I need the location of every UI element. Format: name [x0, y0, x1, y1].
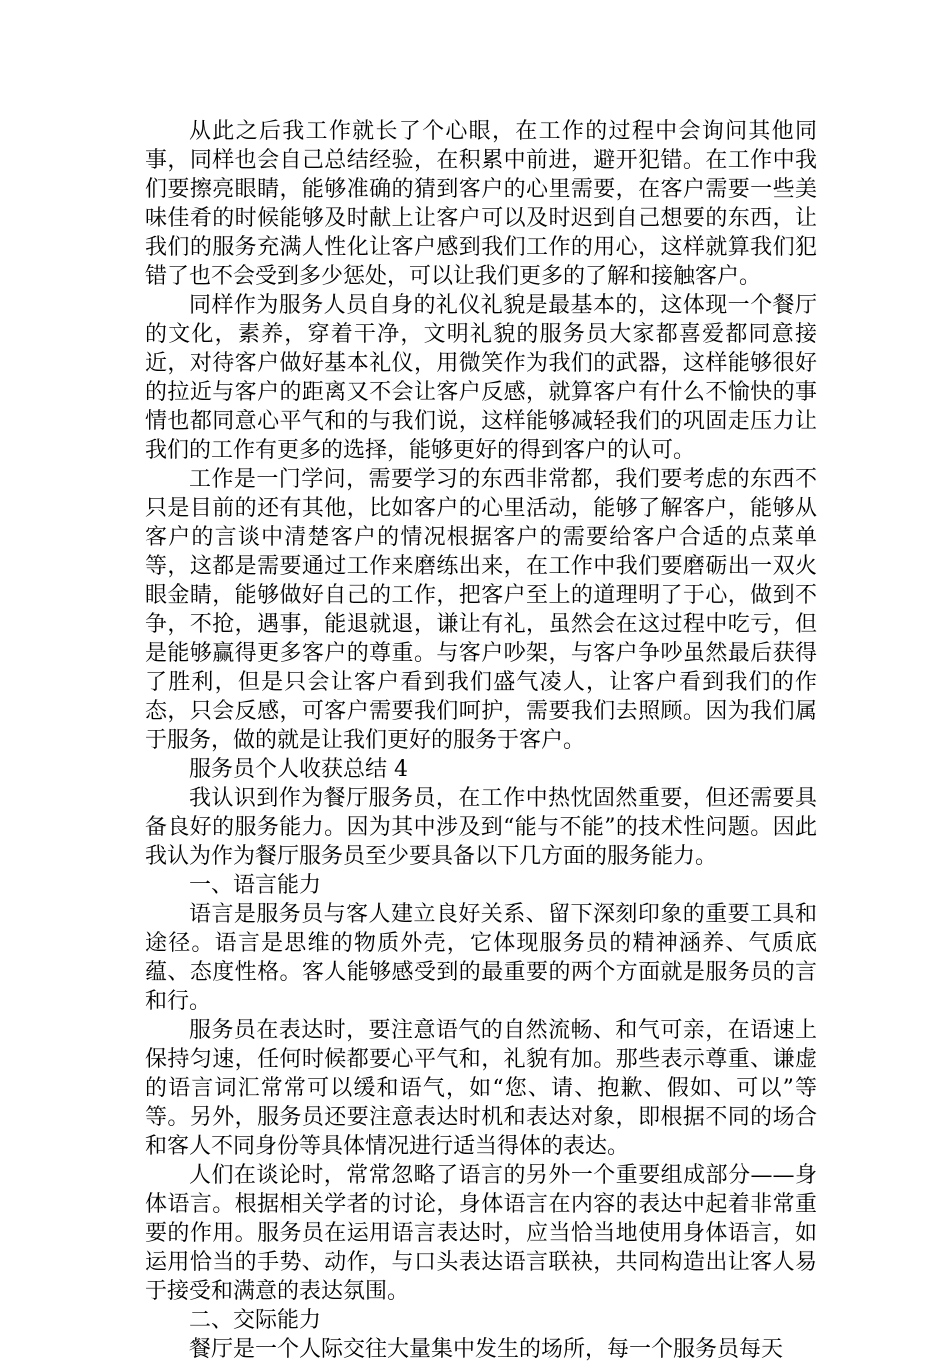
paragraph-service-ability-intro: 我认识到作为餐厅服务员，在工作中热忱固然重要，但还需要具备良好的服务能力。因为其中涉及到“能与不能”的技术性问题。因此我认为作为餐厅服务员至少要具备以下几方面的服务能力。 [145, 786, 817, 869]
heading-communication-ability: 二、交际能力 [189, 1308, 322, 1333]
paragraph-language-tone: 服务员在表达时，要注意语气的自然流畅、和气可亲，在语速上保持匀速，任何时候都要心平气和，礼貌有加。那些表示尊重、谦虚的语言词汇常常可以缓和语气，如“您、请、抱歉、假如、可以”等等。另外，服务员还要注意表达时机和表达对象，即根据不同的场合和客人不同身份等具体情况进行适当得体的表达。 [145, 1018, 817, 1159]
paragraph-language-importance: 语言是服务员与客人建立良好关系、留下深刻印象的重要工具和途径。语言是思维的物质外壳，它体现服务员的精神涵养、气质底蕴、态度性格。客人能够感受到的最重要的两个方面就是服务员的言和行。 [145, 902, 817, 1014]
paragraph-attentiveness: 从此之后我工作就长了个心眼，在工作的过程中会询问其他同事，同样也会自己总结经验，在积累中前进，避开犯错。在工作中我们要擦亮眼睛，能够准确的猜到客户的心里需要，在客户需要一些美味佳肴的时候能够及时献上让客户可以及时迟到自己想要的东西，让我们的服务充满人性化让客户感到我们工作的用心，这样就算我们犯错了也不会受到多少惩处，可以让我们更多的了解和接触客户。 [145, 119, 817, 289]
heading-language-ability: 一、语言能力 [189, 873, 322, 898]
paragraph-communication-start: 餐厅是一个人际交往大量集中发生的场所，每一个服务员每天 [189, 1337, 784, 1362]
document-body [145, 117, 817, 1364]
paragraph-body-language: 人们在谈论时，常常忽略了语言的另外一个重要组成部分——身体语言。根据相关学者的讨论，身体语言在内容的表达中起着非常重要的作用。服务员在运用语言表达时，应当恰当地使用身体语言，如运用恰当的手势、动作，与口头表达语言联袂，共同构造出让客人易于接受和满意的表达氛围。 [145, 1163, 817, 1304]
paragraph-learning: 工作是一门学问，需要学习的东西非常都，我们要考虑的东西不只是目前的还有其他，比如客户的心里活动，能够了解客户，能够从客户的言谈中清楚客户的情况根据客户的需要给客户合适的点菜单等，这都是需要通过工作来磨练出来，在工作中我们要磨砺出一双火眼金睛，能够做好自己的工作，把客户至上的道理明了于心，做到不争，不抢，遇事，能退就退，谦让有礼，虽然会在这过程中吃亏，但是能够赢得更多客户的尊重。与客户吵架，与客户争吵虽然最后获得了胜利，但是只会让客户看到我们盛气凌人，让客户看到我们的作态，只会反感，可客户需要我们呵护，需要我们去照顾。因为我们属于服务，做的就是让我们更好的服务于客户。 [145, 467, 817, 753]
section-title-summary-4: 服务员个人收获总结 4 [189, 757, 408, 782]
paragraph-etiquette: 同样作为服务人员自身的礼仪礼貌是最基本的，这体现一个餐厅的文化，素养，穿着干净，文明礼貌的服务员大家都喜爱都同意接近，对待客户做好基本礼仪，用微笑作为我们的武器，这样能够很好的拉近与客户的距离又不会让客户反感，就算客户有什么不愉快的事情也都同意心平气和的与我们说，这样能够减轻我们的巩固走压力让我们的工作有更多的选择，能够更好的得到客户的认可。 [145, 293, 817, 463]
